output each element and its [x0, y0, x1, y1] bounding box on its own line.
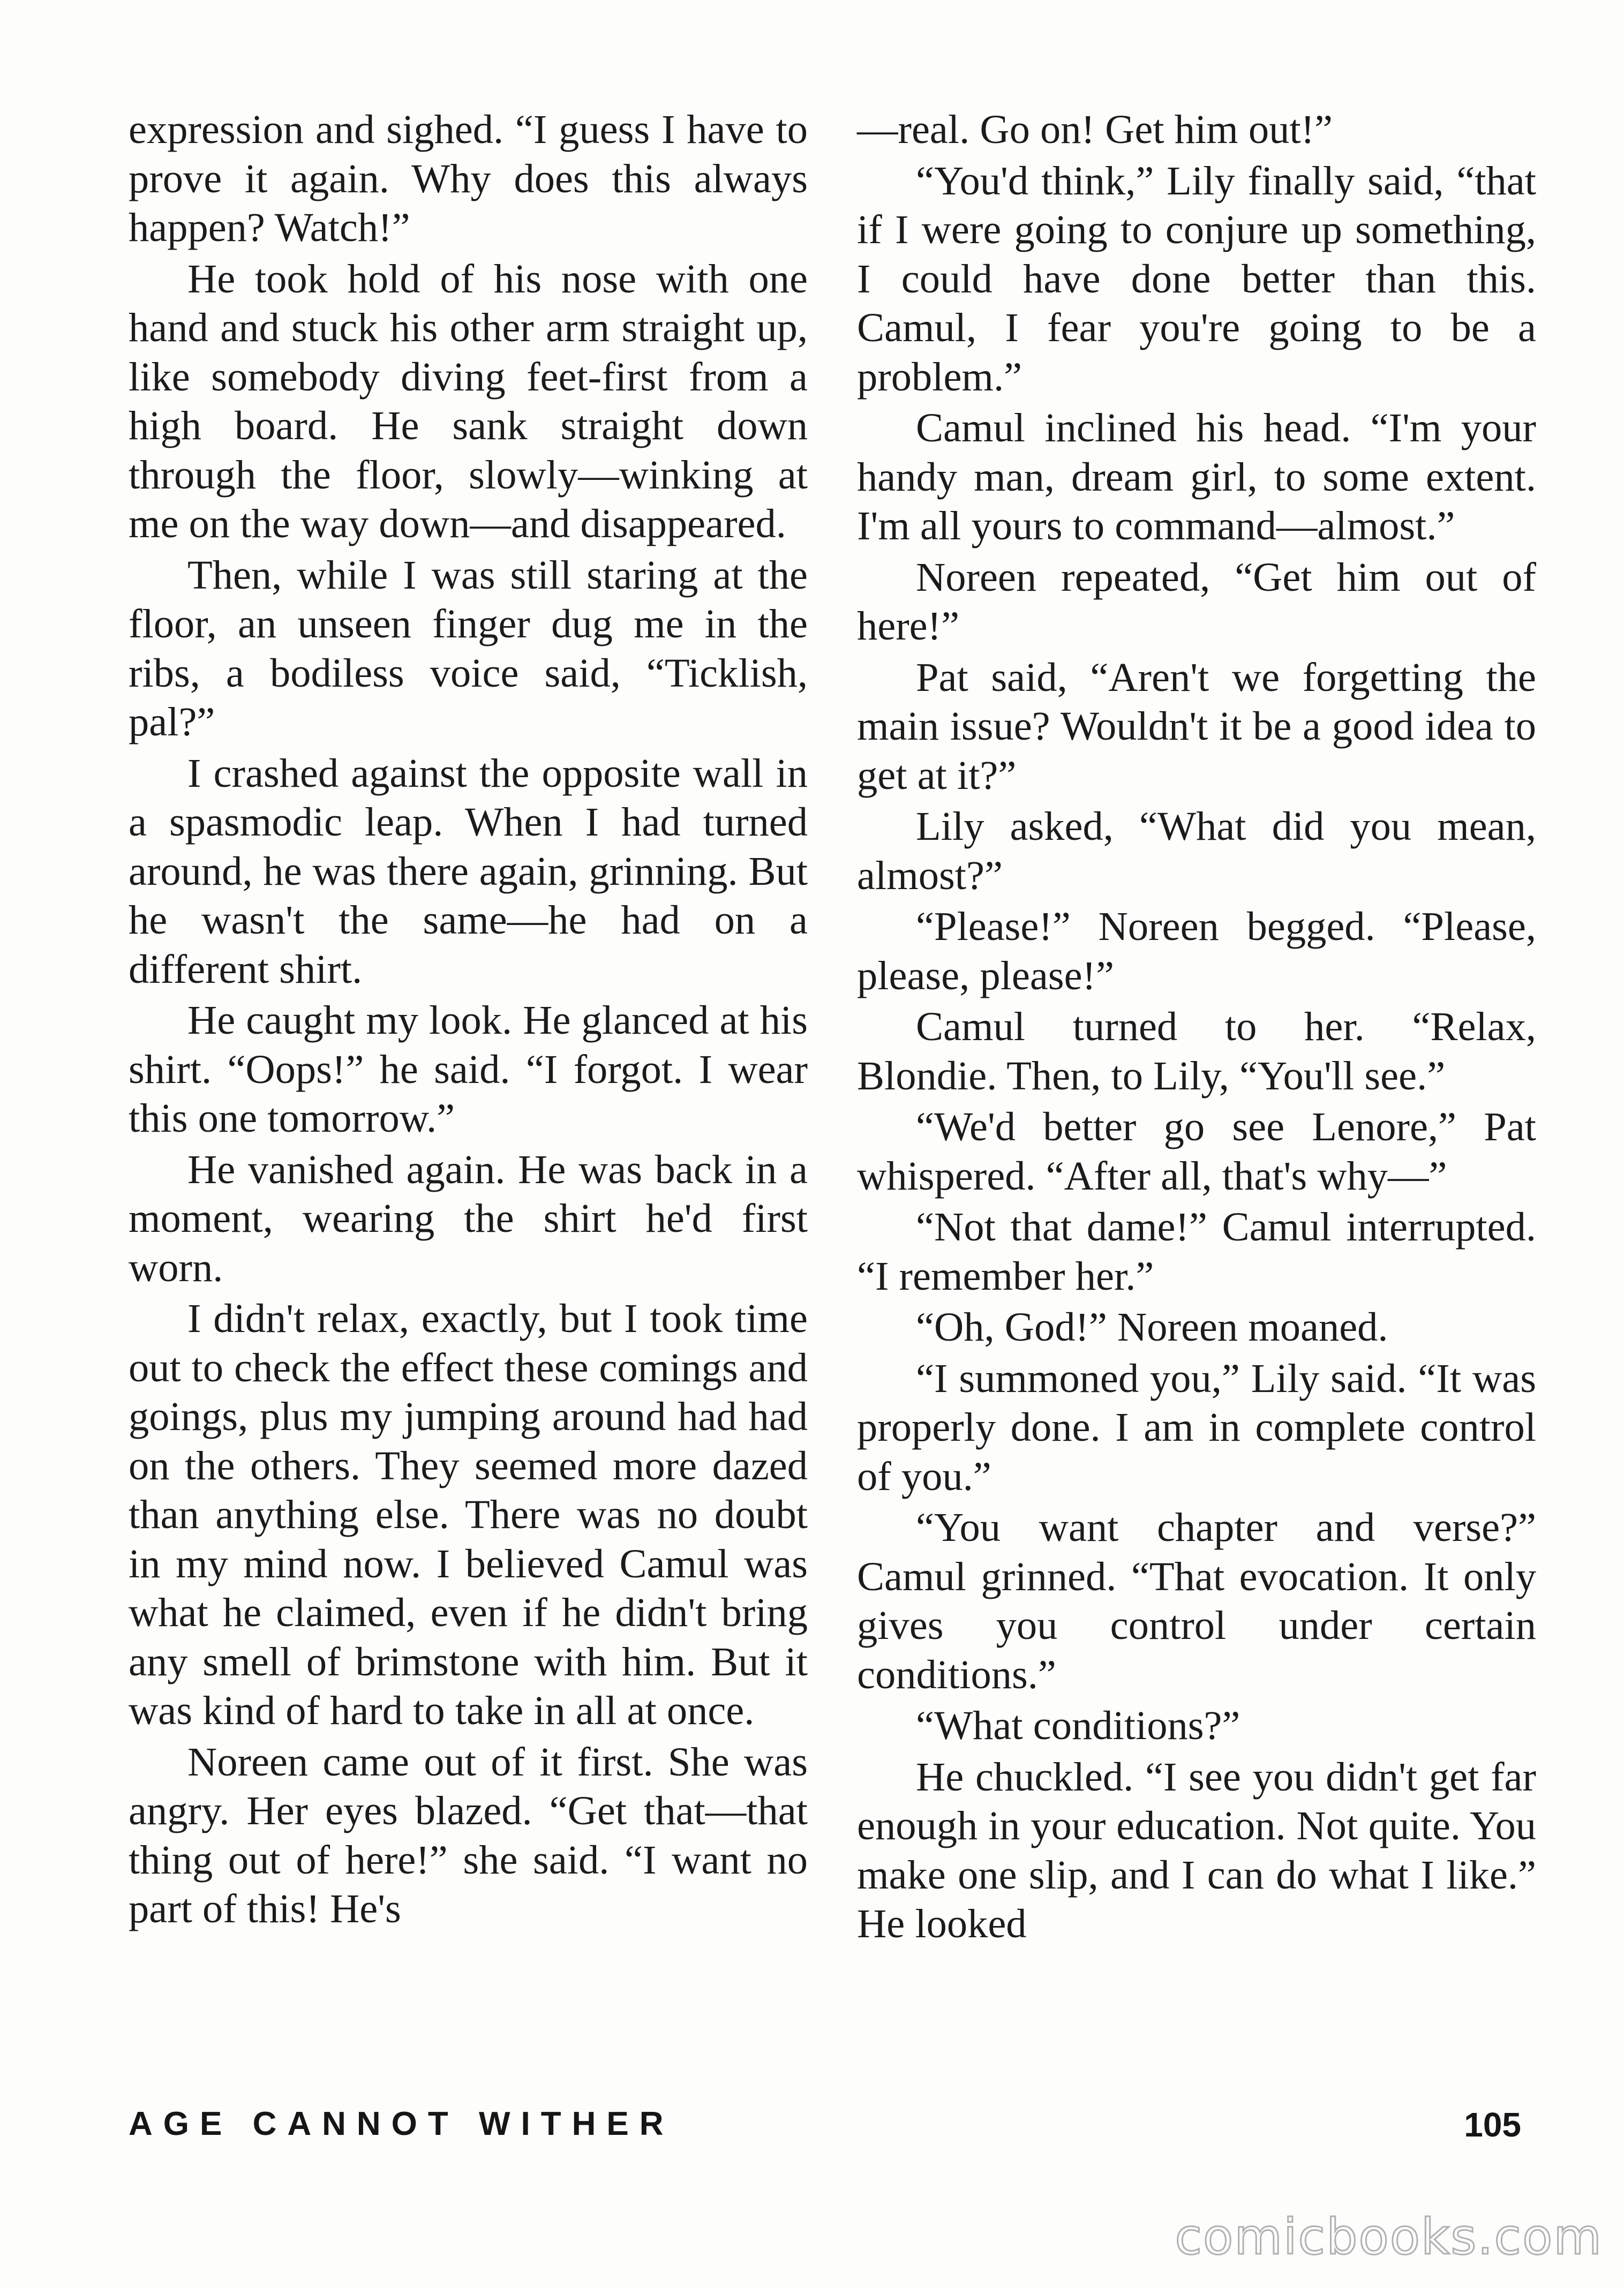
left-text-column: [129, 105, 808, 1936]
paragraph: Lily asked, “What did you mean, almost?”: [857, 803, 1536, 898]
paragraph: “Not that dame!” Camul interrupted. “I remember her.”: [857, 1204, 1536, 1299]
paragraph: He chuckled. “I see you didn't get far enough in your education. Not quite. You make one slip, and I can do what I like.” He looked: [857, 1754, 1536, 1946]
paragraph: Noreen came out of it first. She was angry. Her eyes blazed. “Get that—that thing out of here!” she said. “I want no part of this! He's: [129, 1739, 808, 1931]
paragraph: He vanished again. He was back in a moment, wearing the shirt he'd first worn.: [129, 1146, 808, 1290]
page-number: 105: [1464, 2105, 1521, 2144]
paragraph: Then, while I was still staring at the floor, an unseen finger dug me in the ribs, a bodiless voice said, “Ticklish, pal?”: [129, 552, 808, 744]
paragraph: He took hold of his nose with one hand and stuck his other arm straight up, like somebody diving feet-first from a high board. He sank straight down through the floor, slowly—winking at me on the way down—and disappeared.: [129, 255, 808, 546]
page-footer: [129, 2105, 1521, 2169]
running-title: AGE CANNOT WITHER: [129, 2105, 674, 2142]
paragraph: “You'd think,” Lily finally said, “that if I were going to conjure up something, I could have done better than this. Camul, I fear you're going to be a problem.”: [857, 157, 1536, 400]
paragraph: “Please!” Noreen begged. “Please, please, please!”: [857, 904, 1536, 998]
paragraph: “You want chapter and verse?” Camul grinned. “That evocation. It only gives you control under certain conditions.”: [857, 1504, 1536, 1697]
paragraph: “I summoned you,” Lily said. “It was properly done. I am in complete control of you.”: [857, 1355, 1536, 1499]
paragraph: I didn't relax, exactly, but I took time out to check the effect these comings and goings, plus my jumping around had had on the others. They seemed more dazed than anything else. There was no doubt in my mind now. I believed Camul was what he claimed, even if he didn't bring any smell of brimstone with him. But it was kind of hard to take in all at once.: [129, 1296, 808, 1733]
paragraph: “We'd better go see Lenore,” Pat whispered. “After all, that's why—”: [857, 1104, 1536, 1199]
watermark-logo: comicbooks.com: [1175, 2208, 1603, 2266]
paragraph: “Oh, God!” Noreen moaned.: [916, 1304, 1388, 1350]
paragraph: —real. Go on! Get him out!”: [857, 107, 1333, 152]
paragraph: He caught my look. He glanced at his shirt. “Oops!” he said. “I forgot. I wear this one tomorrow.”: [129, 997, 808, 1141]
paragraph: Noreen repeated, “Get him out of here!”: [857, 554, 1536, 649]
paragraph: expression and sighed. “I guess I have to prove it again. Why does this always happen? Watch!”: [129, 107, 808, 250]
right-text-column: [857, 105, 1536, 1951]
paragraph: Pat said, “Aren't we forgetting the main issue? Wouldn't it be a good idea to get at it?”: [857, 654, 1536, 798]
paragraph: I crashed against the opposite wall in a spasmodic leap. When I had turned around, he was there again, grinning. But he wasn't the same—he had on a different shirt.: [129, 750, 808, 992]
paragraph: Camul turned to her. “Relax, Blondie. Then, to Lily, “You'll see.”: [857, 1004, 1536, 1099]
paragraph: Camul inclined his head. “I'm your handy man, dream girl, to some extent. I'm all yours to command—almost.”: [857, 405, 1536, 548]
paragraph: “What conditions?”: [916, 1703, 1240, 1748]
